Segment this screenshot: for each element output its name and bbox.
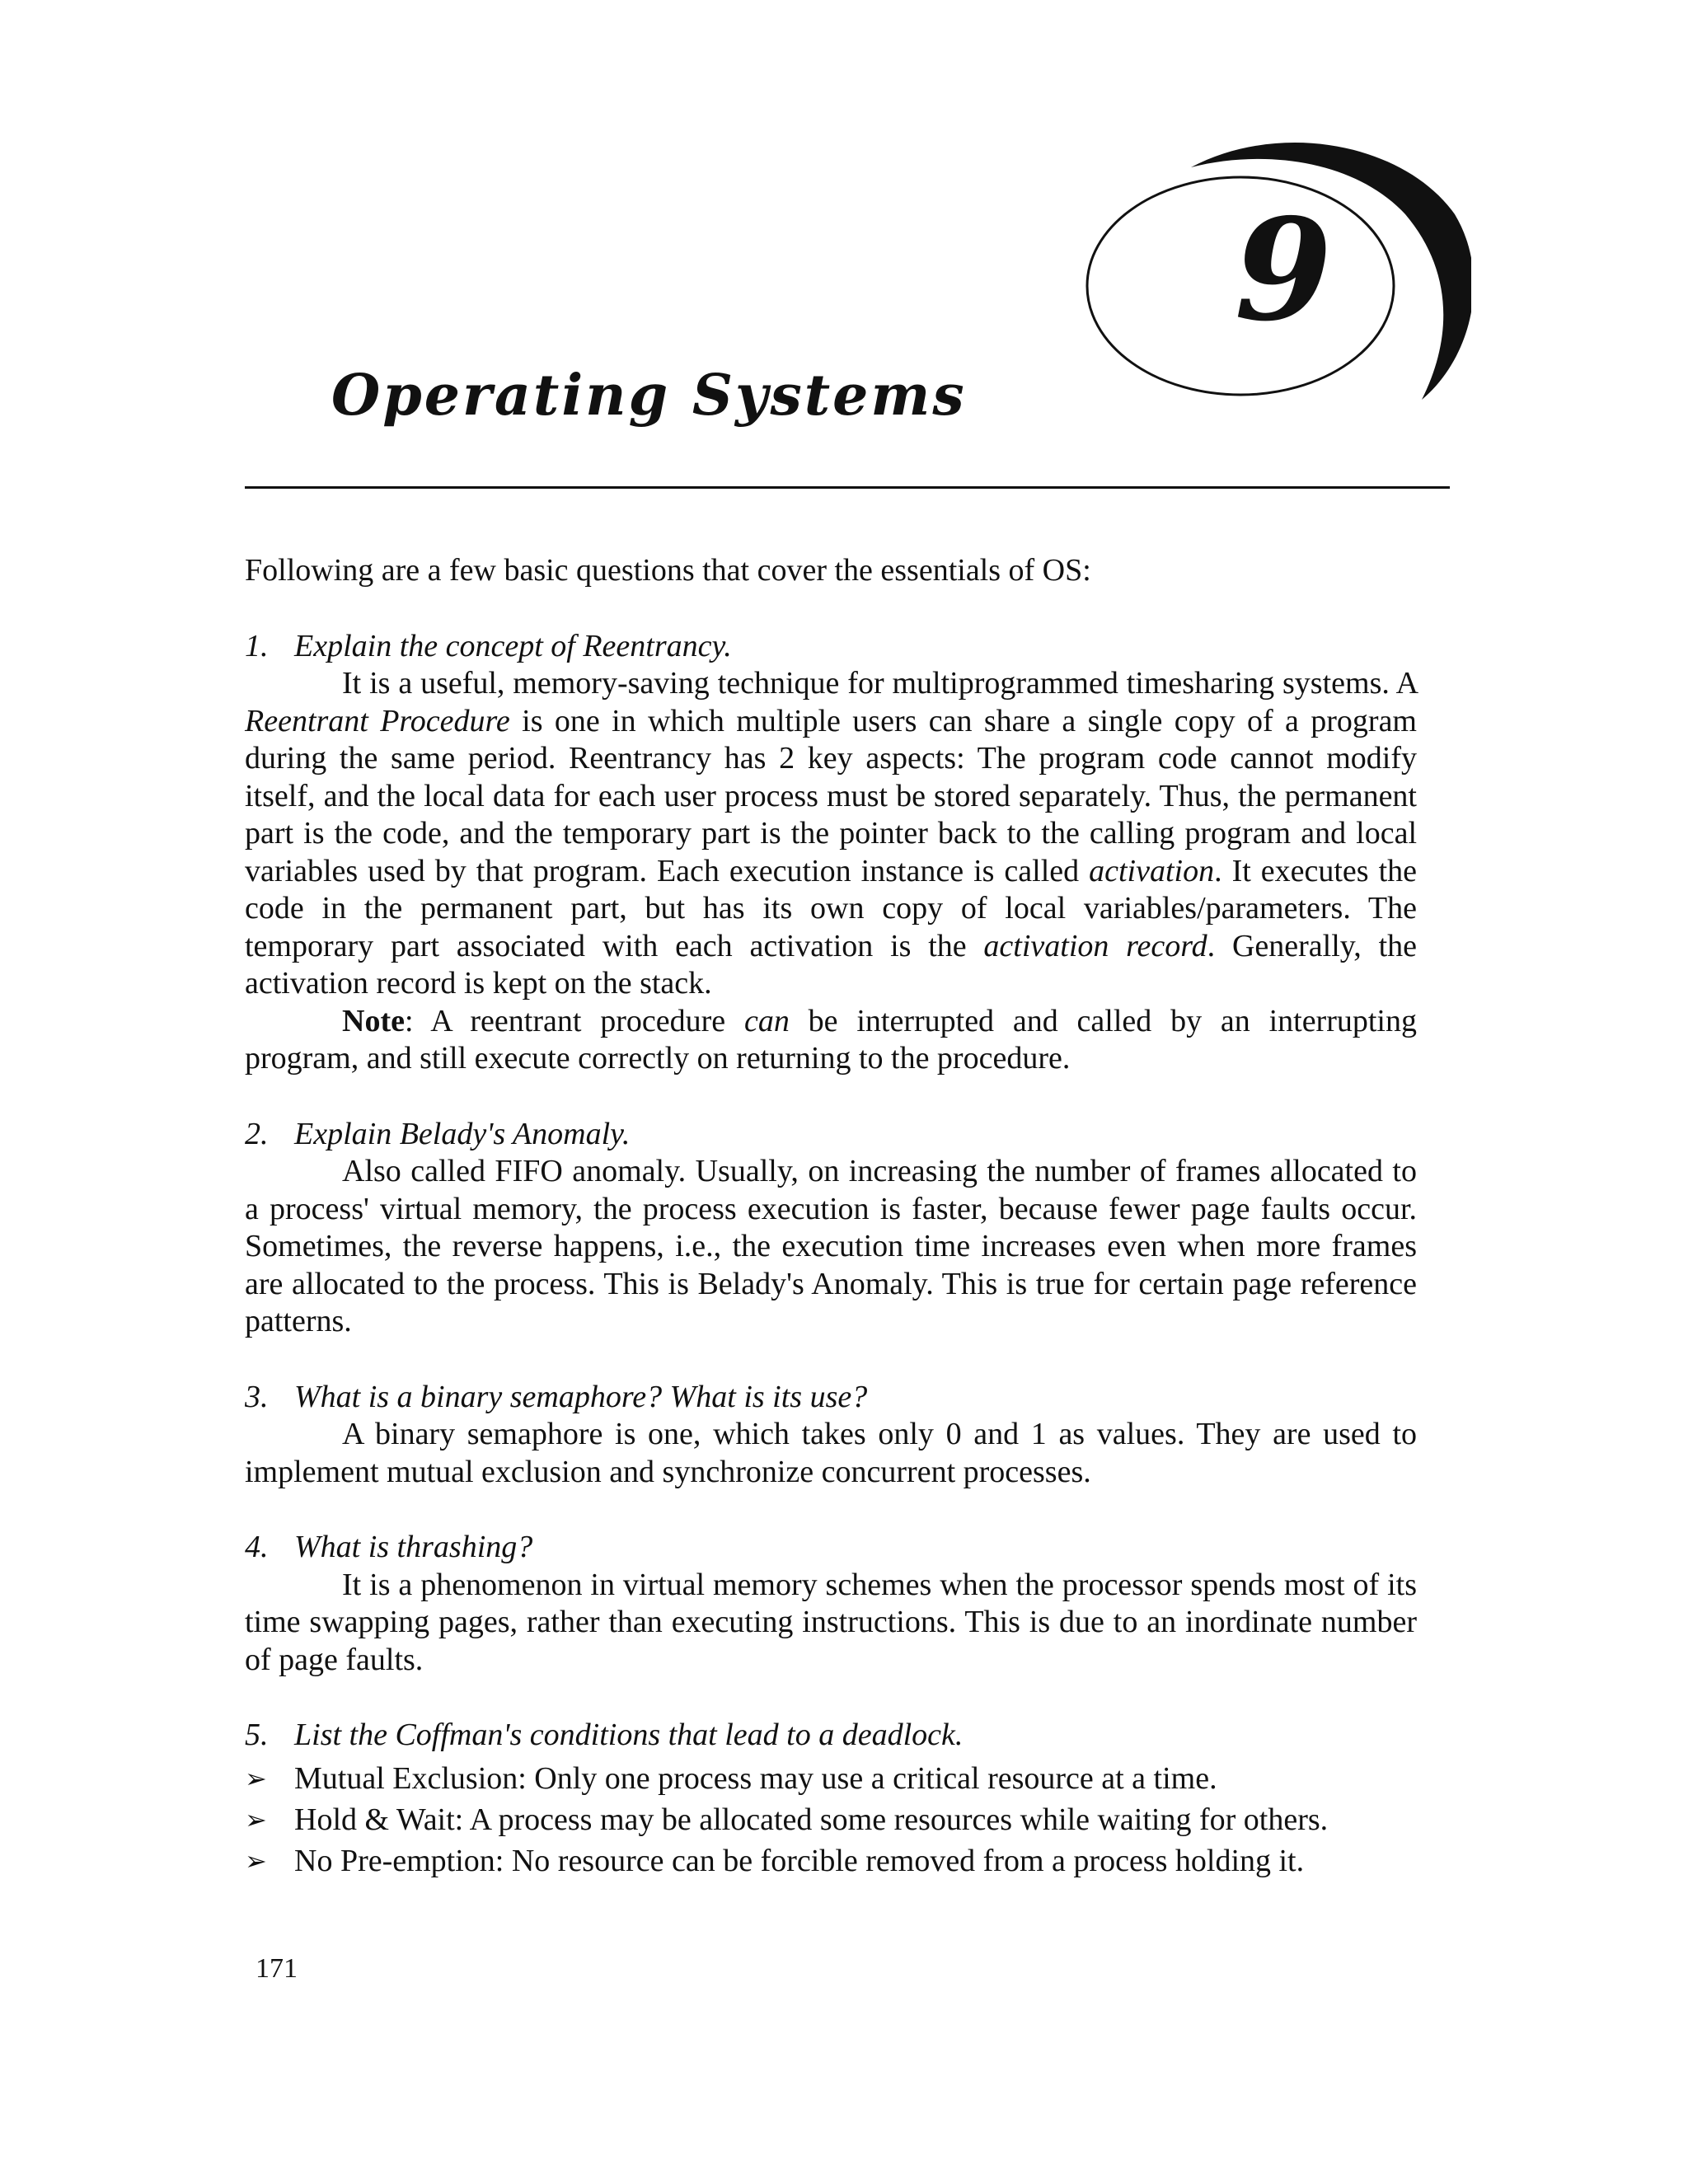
page-number: 171 xyxy=(256,1953,298,1984)
list-item xyxy=(245,1799,1417,1840)
question-title xyxy=(245,1116,1417,1154)
emphasis-term: activation xyxy=(1089,853,1215,888)
question-text: Explain the concept of Reentrancy. xyxy=(294,628,732,663)
answer-paragraph: Also called FIFO anomaly. Usually, on increasing the number of frames allocated to a process' virtual memory, the process execution is faster, because fewer page faults occur. Sometimes, the reverse happens, i.e., the execution time increases even when more frames are allocated to the process. This is Belady's Anomaly. This is true for certain page reference patterns. xyxy=(245,1154,1417,1338)
question-2 xyxy=(245,1116,1417,1341)
question-text: What is thrashing? xyxy=(294,1530,533,1564)
list-item xyxy=(245,1758,1417,1799)
answer-paragraph: A binary semaphore is one, which takes only 0 and 1 as values. They are used to implement mutual exclusion and synchronize concurrent processes. xyxy=(245,1417,1417,1489)
question-title xyxy=(245,1717,1417,1755)
note-paragraph xyxy=(245,1003,1417,1078)
intro-paragraph: Following are a few basic questions that cover the essentials of OS: xyxy=(245,553,1091,588)
question-title xyxy=(245,1529,1417,1567)
note-text: be interrupted and called by an interrupting program, and still execute correctly on returning to the procedure. xyxy=(245,1003,1417,1076)
question-text: List the Coffman's conditions that lead to a deadlock. xyxy=(294,1718,964,1752)
arrow-bullet-icon: ➢ xyxy=(245,1844,267,1877)
answer-text: It is a useful, memory-saving technique for multiprogrammed timesharing systems. A xyxy=(342,666,1417,701)
answer-text: is one in which multiple users can share a single copy of a program during the same period. Reentrancy has 2 key aspects: The program code cannot modify itself, and the local data for each user process must be stored separately. Thus, the permanent part is the code, and the temporary part is the pointer back to the calling program and local variables used by that program. Each execution instance is called xyxy=(245,703,1417,888)
question-number: 5. xyxy=(245,1718,269,1752)
question-number: 2. xyxy=(245,1116,269,1151)
answer-paragraph: It is a phenomenon in virtual memory schemes when the processor spends most of its time swapping pages, rather than executing instructions. This is due to an inordinate number of page faults. xyxy=(245,1567,1417,1677)
list-item-text: Mutual Exclusion: Only one process may use a critical resource at a time. xyxy=(294,1760,1217,1796)
title-divider xyxy=(245,486,1450,489)
emphasis-term: activation record xyxy=(983,928,1207,963)
answer-text: . It executes the code in the permanent part, but has its own copy of local variables/parameters. The temporary part associated with each activation is the xyxy=(245,853,1418,963)
note-text: : A reentrant procedure xyxy=(404,1003,744,1038)
chapter-number: 9 xyxy=(1234,188,1333,353)
emphasis-term: Reentrant Procedure xyxy=(245,703,510,738)
question-1 xyxy=(245,628,1417,1078)
answer-paragraph xyxy=(245,665,1417,1003)
chapter-title: Operating Systems xyxy=(331,363,967,429)
list-item xyxy=(245,1840,1417,1882)
question-text: What is a binary semaphore? What is its use? xyxy=(294,1379,868,1414)
answer-text: . Generally, the activation record is kept on the stack. xyxy=(245,928,1417,1001)
list-item-text: Hold & Wait: A process may be allocated some resources while waiting for others. xyxy=(294,1802,1329,1837)
question-number: 4. xyxy=(245,1530,269,1564)
chapter-number-badge xyxy=(1076,128,1471,424)
arrow-bullet-icon: ➢ xyxy=(245,1803,267,1835)
question-number: 3. xyxy=(245,1379,269,1414)
emphasis-term: can xyxy=(743,1003,790,1038)
list-item-text: No Pre-emption: No resource can be forcible removed from a process holding it. xyxy=(294,1843,1305,1878)
question-3 xyxy=(245,1379,1417,1492)
note-label: Note xyxy=(342,1003,405,1038)
page-content xyxy=(245,552,1417,1882)
deadlock-conditions-list xyxy=(245,1758,1417,1882)
arrow-bullet-icon: ➢ xyxy=(245,1762,267,1794)
question-title xyxy=(245,1379,1417,1417)
question-number: 1. xyxy=(245,628,269,663)
question-text: Explain Belady's Anomaly. xyxy=(294,1116,631,1151)
question-5 xyxy=(245,1717,1417,1882)
question-4 xyxy=(245,1529,1417,1679)
question-title xyxy=(245,628,1417,666)
